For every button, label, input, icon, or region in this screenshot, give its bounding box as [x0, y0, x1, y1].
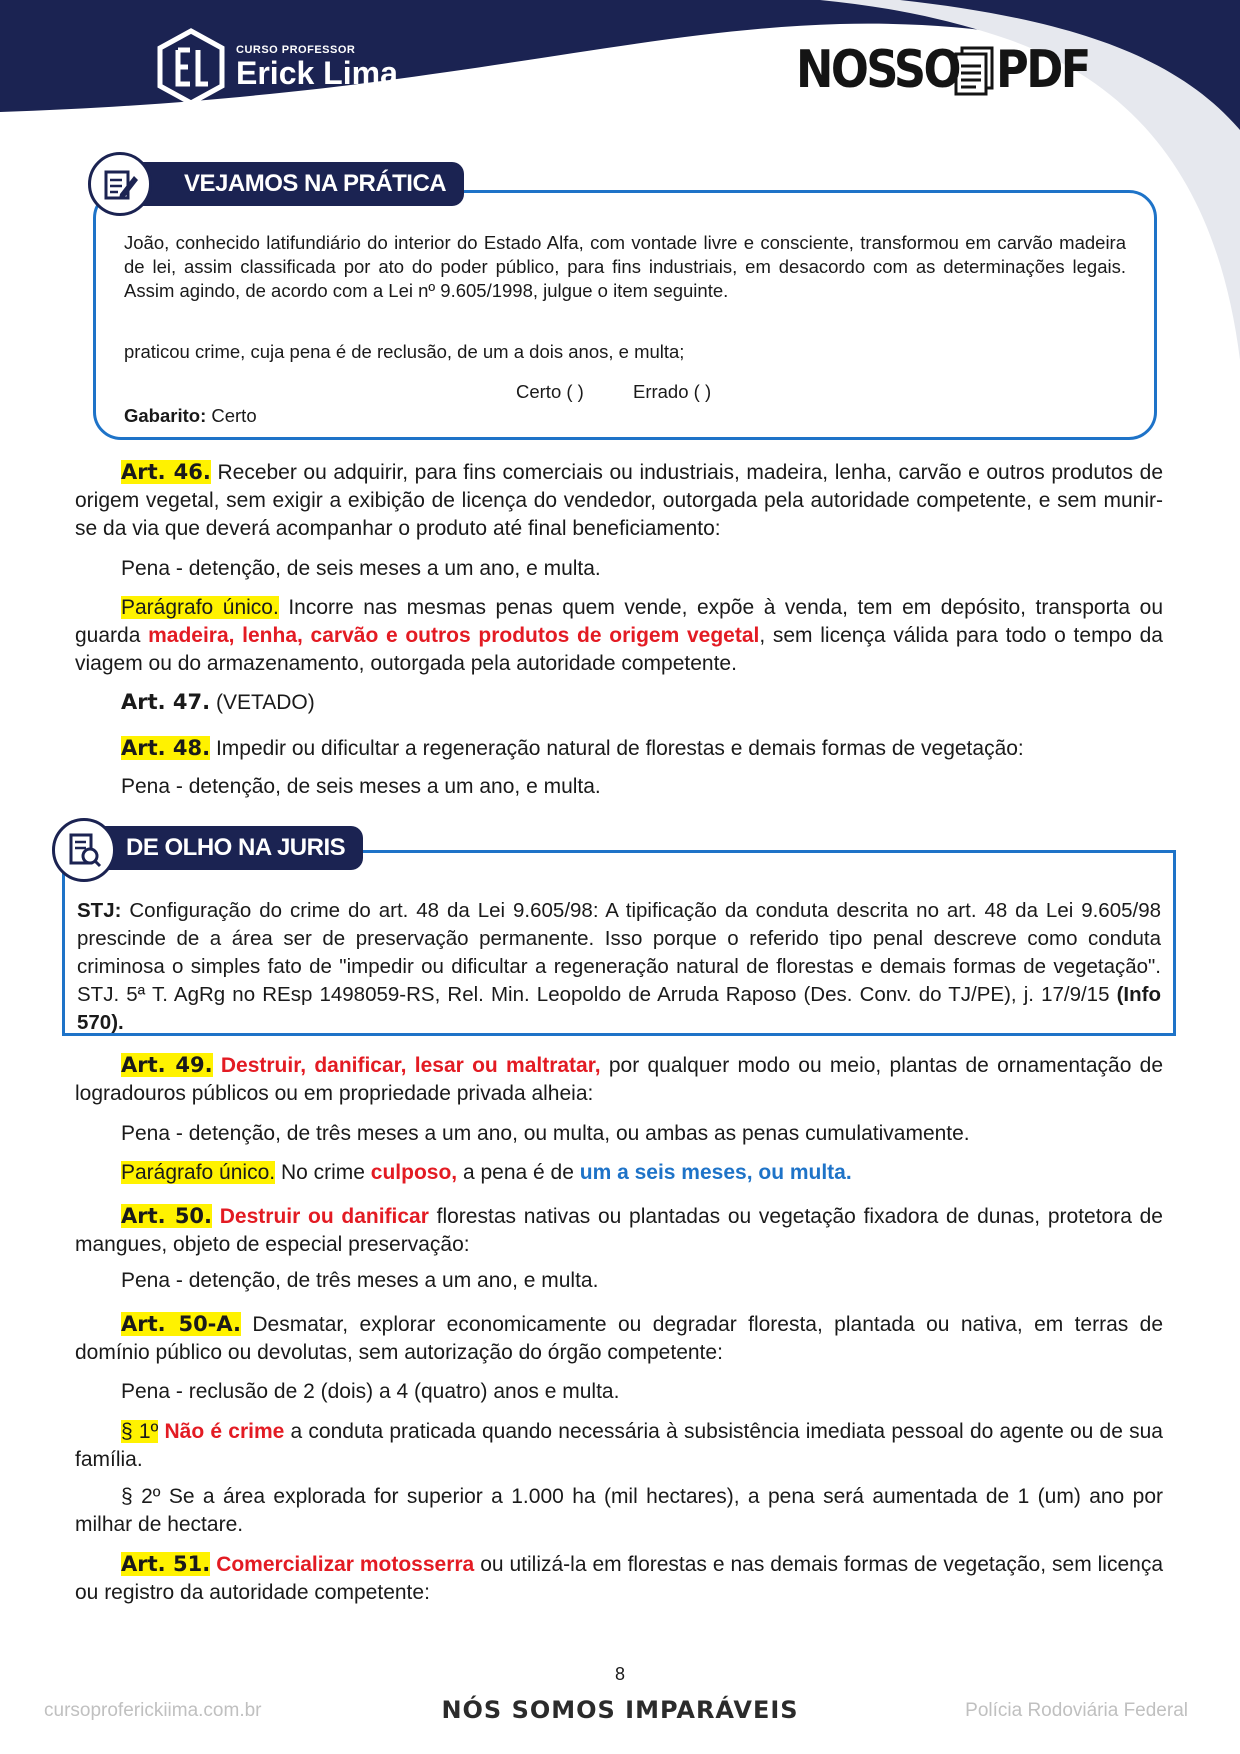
art50-label: Art. 50. — [121, 1204, 213, 1228]
art46-pu-text2: , sem licença válida para todo o tempo da viagem ou do armazenamento, outorgada pela autoridade competente. — [75, 624, 1163, 675]
pratica-options — [516, 381, 755, 403]
art50a-p2: § 2º Se a área explorada for superior a 1.000 ha (mil hectares), a pena será aumentada de 1 (um) ano por milhar de hectare. — [75, 1485, 1163, 1536]
gabarito-label: Gabarito: — [124, 405, 207, 426]
footer-org: Polícia Rodoviária Federal — [965, 1700, 1188, 1721]
footer-site: cursoproferickiima.com.br — [44, 1700, 262, 1721]
gabarito — [124, 405, 257, 427]
art47-label: Art. 47. — [121, 690, 211, 714]
art50a-p1-text: a conduta praticada quando necessária à subsistência imediata pessoal do agente ou de sua família. — [75, 1420, 1163, 1471]
option-errado: Errado ( ) — [632, 381, 712, 402]
juris-info: (Info 570). — [77, 983, 1161, 1034]
document-search-icon — [52, 818, 116, 882]
art50-paragraph — [75, 1202, 1163, 1259]
art49-text: por qualquer modo ou meio, plantas de ornamentação de logradouros públicos ou em propriedade privada alheia: — [75, 1054, 1164, 1105]
juris-stj: STJ: — [77, 899, 122, 922]
art49-paragraph — [75, 1051, 1163, 1108]
art47-text: (VETADO) — [210, 691, 315, 714]
art48-paragraph — [121, 734, 1161, 763]
art49-pu-text1: No crime — [275, 1161, 371, 1184]
art47-paragraph — [121, 688, 1161, 717]
juris-body: Configuração do crime do art. 48 da Lei 9.605/98: A tipificação da conduta descrita no art. 48 da Lei 9.605/98 prescinde de a área ser de preservação permanente. Isso porque o referido tipo penal descreve como conduta criminosa o simples fato de "impedir ou dificultar a regeneração natural de florestas e demais formas de vegetação". STJ. 5ª T. AgRg no REsp 1498059-RS, Rel. Min. Leopoldo de Arruda Raposo (Des. Conv. do TJ/PE), j. 17/9/15 — [77, 899, 1161, 1006]
pratica-tab — [120, 162, 464, 206]
art49-pu-text2: a pena é de — [457, 1161, 580, 1184]
art49-label: Art. 49. — [121, 1053, 213, 1077]
logo-erick-lima — [156, 28, 398, 106]
juris-text — [77, 897, 1161, 1037]
notepad-pencil-icon — [88, 152, 152, 216]
art49-pu-red: culposo, — [370, 1161, 458, 1184]
pratica-tab-label: VEJAMOS NA PRÁTICA — [184, 170, 447, 197]
art50a-label: Art. 50-A. — [121, 1312, 242, 1336]
art50-text: florestas nativas ou plantadas ou vegetação fixadora de dunas, protetora de mangues, objeto de especial preservação: — [75, 1205, 1163, 1256]
page-number: 8 — [614, 1664, 625, 1684]
art46-pena: Pena - detenção, de seis meses a um ano, e multa. — [121, 557, 601, 580]
art51-red: Comercializar motosserra — [210, 1553, 475, 1576]
logo-nosso-pdf — [796, 40, 1103, 100]
art50a-p1 — [75, 1418, 1163, 1474]
art49-red: Destruir, danificar, lesar ou maltratar, — [212, 1054, 601, 1077]
art46-pu-text1: Incorre nas mesmas penas quem vende, expõe à venda, tem em depósito, transporta ou guarda — [75, 596, 1163, 647]
juris-tab — [86, 826, 363, 870]
art50a-text: Desmatar, explorar economicamente ou degradar floresta, plantada ou nativa, em terras de domínio público ou devolutas, sem autorização do órgão competente: — [75, 1313, 1164, 1364]
art48-pena: Pena - detenção, de seis meses a um ano, e multa. — [121, 775, 601, 798]
art49-pena: Pena - detenção, de três meses a um ano, ou multa, ou ambas as penas cumulativamente. — [121, 1122, 970, 1145]
art49-pu-blue: um a seis meses, ou multa. — [579, 1161, 852, 1184]
art50a-pena: Pena - reclusão de 2 (dois) a 4 (quatro) anos e multa. — [121, 1380, 620, 1403]
art46-pu-red: madeira, lenha, carvão e outros produtos de origem vegetal — [148, 624, 760, 647]
pratica-question: praticou crime, cuja pena é de reclusão, de um a dois anos, e multa; — [124, 341, 685, 362]
art46-paragrafo-unico — [75, 594, 1163, 678]
art46-paragraph — [75, 458, 1163, 543]
art48-label: Art. 48. — [121, 736, 211, 760]
art51-paragraph — [75, 1550, 1163, 1607]
art50-pena: Pena - detenção, de três meses a um ano, e multa. — [121, 1269, 599, 1292]
art46-pu-label: Parágrafo único. — [121, 596, 279, 619]
juris-box — [62, 850, 1176, 1036]
logo-word-pdf: PDF — [995, 40, 1089, 100]
art46-label: Art. 46. — [121, 460, 211, 484]
el-emblem-icon — [156, 28, 226, 106]
art50a-paragraph — [75, 1310, 1163, 1367]
pratica-text: João, conhecido latifundiário do interior do Estado Alfa, com vontade livre e consciente, transformou em carvão madeira de lei, assim classificada por ato do poder público, para fins industriais, em desacordo com as determinações legais. Assim agindo, de acordo com a Lei nº 9.605/1998, julgue o item seguinte. — [124, 232, 1126, 301]
art50a-p1-label: § 1º — [121, 1420, 159, 1443]
logo-small-text: CURSO PROFESSOR — [236, 44, 356, 56]
juris-tab-label: DE OLHO NA JURIS — [126, 834, 346, 861]
art50-red: Destruir ou danificar — [212, 1205, 429, 1228]
art49-pu-label: Parágrafo único. — [121, 1161, 276, 1184]
art51-label: Art. 51. — [121, 1552, 211, 1576]
art50a-p1-red: Não é crime — [158, 1420, 285, 1443]
art48-text: Impedir ou dificultar a regeneração natural de florestas e demais formas de vegetação: — [210, 737, 1024, 760]
art46-text: Receber ou adquirir, para fins comerciais ou industriais, madeira, lenha, carvão e outros produtos de origem vegetal, sem exigir a exibição de licença do vendedor, outorgada pela autoridade competente, e sem munir-se da via que deverá acompanhar o produto até final beneficiamento: — [75, 461, 1163, 540]
logo-word-nosso: NOSSO — [796, 40, 959, 100]
art51-text: ou utilizá-la em florestas e nas demais formas de vegetação, sem licença ou registro da autoridade competente: — [75, 1553, 1163, 1604]
option-certo: Certo ( ) — [516, 381, 584, 402]
pratica-box — [93, 190, 1157, 440]
gabarito-value: Certo — [206, 405, 257, 426]
art49-paragrafo-unico — [121, 1159, 1161, 1187]
logo-name: Erick Lima — [236, 55, 398, 91]
footer-slogan: NÓS SOMOS IMPARÁVEIS — [441, 1696, 799, 1724]
